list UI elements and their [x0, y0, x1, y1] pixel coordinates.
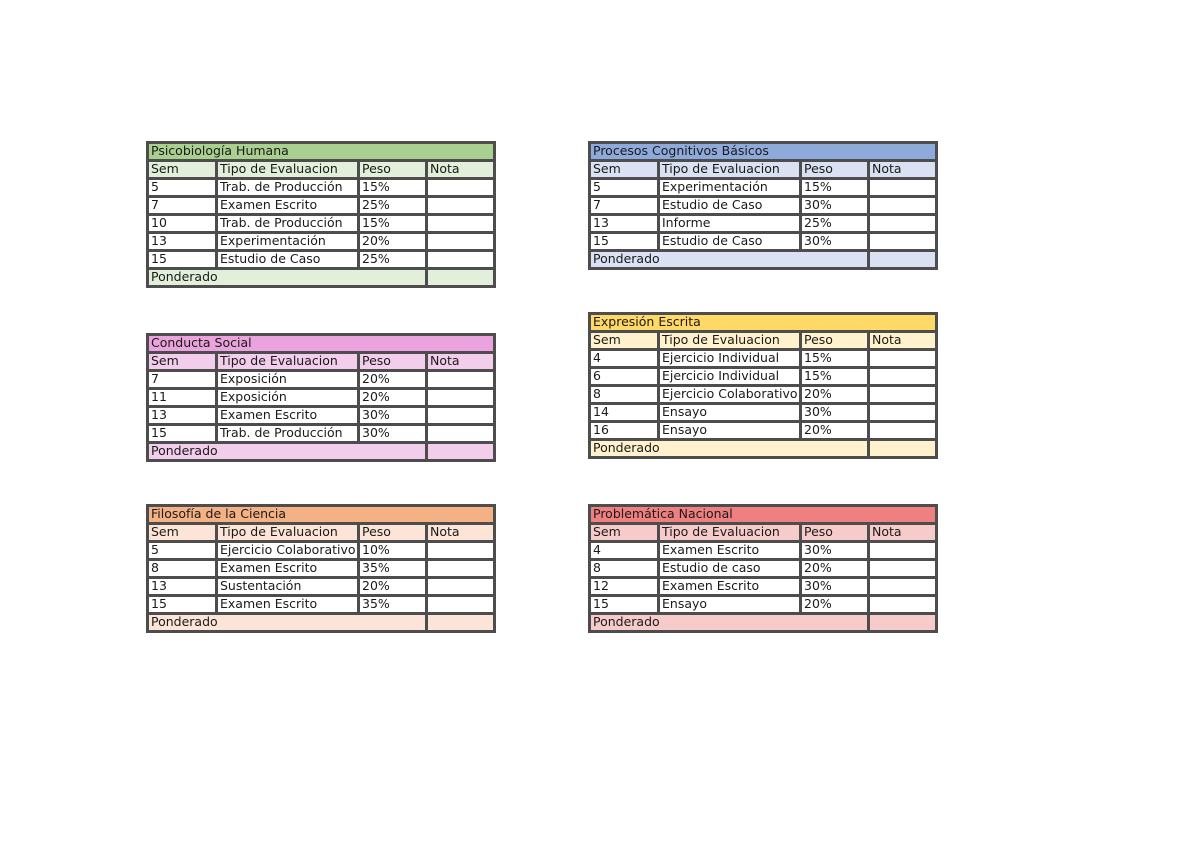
course-title: Problemática Nacional — [590, 506, 937, 524]
nota-cell[interactable] — [427, 425, 495, 443]
peso-cell[interactable]: 20% — [801, 386, 869, 404]
nota-cell[interactable] — [869, 179, 937, 197]
ponderado-row — [590, 614, 937, 632]
header-row — [590, 161, 937, 179]
sem-cell[interactable]: 4 — [590, 350, 659, 368]
table-title-row — [148, 506, 495, 524]
nota-cell[interactable] — [427, 542, 495, 560]
nota-cell[interactable] — [427, 371, 495, 389]
tipo-cell[interactable]: Exposición — [217, 389, 359, 407]
peso-cell[interactable]: 25% — [359, 251, 427, 269]
sem-cell[interactable]: 16 — [590, 422, 659, 440]
table-row — [590, 197, 937, 215]
peso-cell[interactable]: 30% — [359, 407, 427, 425]
header-peso: Peso — [359, 161, 427, 179]
tipo-cell[interactable]: Estudio de Caso — [659, 233, 801, 251]
peso-cell[interactable]: 20% — [359, 233, 427, 251]
peso-cell[interactable]: 30% — [359, 425, 427, 443]
nota-cell[interactable] — [869, 560, 937, 578]
peso-cell[interactable]: 20% — [359, 578, 427, 596]
sem-cell[interactable]: 13 — [148, 578, 217, 596]
table-row — [148, 560, 495, 578]
peso-cell[interactable]: 15% — [801, 368, 869, 386]
peso-cell[interactable]: 35% — [359, 560, 427, 578]
tipo-cell[interactable]: Estudio de Caso — [659, 197, 801, 215]
header-peso: Peso — [801, 161, 869, 179]
peso-cell[interactable]: 15% — [359, 179, 427, 197]
ponderado-row — [148, 443, 495, 461]
ponderado-value-cell[interactable] — [869, 440, 937, 458]
nota-cell[interactable] — [869, 404, 937, 422]
tipo-cell[interactable]: Sustentación — [217, 578, 359, 596]
table-row — [590, 386, 937, 404]
grade-table-psicobiologia-humana — [146, 141, 496, 288]
sem-cell[interactable]: 15 — [590, 596, 659, 614]
header-row — [148, 353, 495, 371]
ponderado-row — [590, 251, 937, 269]
header-tipo: Tipo de Evaluacion — [659, 161, 801, 179]
nota-cell[interactable] — [869, 596, 937, 614]
header-nota: Nota — [427, 161, 495, 179]
ponderado-value-cell[interactable] — [427, 269, 495, 287]
ponderado-label: Ponderado — [590, 614, 869, 632]
nota-cell[interactable] — [869, 542, 937, 560]
nota-cell[interactable] — [869, 215, 937, 233]
sem-cell[interactable]: 11 — [148, 389, 217, 407]
header-nota: Nota — [427, 524, 495, 542]
tipo-cell[interactable]: Trab. de Producción — [217, 425, 359, 443]
peso-cell[interactable]: 25% — [359, 197, 427, 215]
table-row — [590, 233, 937, 251]
ponderado-label: Ponderado — [590, 251, 869, 269]
course-title: Psicobiología Humana — [148, 143, 495, 161]
header-sem: Sem — [590, 332, 659, 350]
sem-cell[interactable]: 13 — [148, 233, 217, 251]
header-row — [590, 524, 937, 542]
tipo-cell[interactable]: Examen Escrito — [217, 560, 359, 578]
tipo-cell[interactable]: Ejercicio Colaborativo — [659, 386, 801, 404]
sem-cell[interactable]: 5 — [590, 179, 659, 197]
nota-cell[interactable] — [869, 578, 937, 596]
nota-cell[interactable] — [869, 233, 937, 251]
sem-cell[interactable]: 6 — [590, 368, 659, 386]
table-row — [590, 350, 937, 368]
sem-cell[interactable]: 13 — [148, 407, 217, 425]
table-row — [590, 596, 937, 614]
peso-cell[interactable]: 20% — [359, 389, 427, 407]
table-row — [148, 425, 495, 443]
header-nota: Nota — [869, 524, 937, 542]
header-tipo: Tipo de Evaluacion — [217, 353, 359, 371]
nota-cell[interactable] — [869, 350, 937, 368]
table-title-row — [590, 506, 937, 524]
header-sem: Sem — [148, 161, 217, 179]
table-row — [148, 215, 495, 233]
sem-cell[interactable]: 14 — [590, 404, 659, 422]
grade-table-conducta-social — [146, 333, 496, 462]
nota-cell[interactable] — [427, 407, 495, 425]
peso-cell[interactable]: 20% — [801, 596, 869, 614]
sem-cell[interactable]: 8 — [590, 560, 659, 578]
table-row — [148, 542, 495, 560]
nota-cell[interactable] — [427, 197, 495, 215]
tipo-cell[interactable]: Estudio de Caso — [217, 251, 359, 269]
nota-cell[interactable] — [869, 197, 937, 215]
peso-cell[interactable]: 25% — [801, 215, 869, 233]
peso-cell[interactable]: 20% — [359, 371, 427, 389]
sem-cell[interactable]: 13 — [590, 215, 659, 233]
nota-cell[interactable] — [427, 179, 495, 197]
peso-cell[interactable]: 30% — [801, 197, 869, 215]
peso-cell[interactable]: 30% — [801, 542, 869, 560]
tipo-cell[interactable]: Ensayo — [659, 422, 801, 440]
header-sem: Sem — [590, 524, 659, 542]
table-row — [590, 404, 937, 422]
peso-cell[interactable]: 15% — [801, 179, 869, 197]
table-row — [590, 578, 937, 596]
ponderado-value-cell[interactable] — [869, 251, 937, 269]
table-row — [590, 215, 937, 233]
table-row — [148, 371, 495, 389]
course-title: Filosofía de la Ciencia — [148, 506, 495, 524]
header-row — [148, 161, 495, 179]
ponderado-value-cell[interactable] — [869, 614, 937, 632]
grade-table-problematica-nacional — [588, 504, 938, 633]
table-row — [590, 422, 937, 440]
peso-cell[interactable]: 30% — [801, 233, 869, 251]
peso-cell[interactable]: 15% — [801, 350, 869, 368]
header-tipo: Tipo de Evaluacion — [659, 332, 801, 350]
sem-cell[interactable]: 7 — [590, 197, 659, 215]
tipo-cell[interactable]: Trab. de Producción — [217, 179, 359, 197]
tipo-cell[interactable]: Examen Escrito — [659, 542, 801, 560]
sem-cell[interactable]: 5 — [148, 542, 217, 560]
sem-cell[interactable]: 10 — [148, 215, 217, 233]
sem-cell[interactable]: 15 — [148, 251, 217, 269]
nota-cell[interactable] — [427, 233, 495, 251]
table-row — [148, 407, 495, 425]
sem-cell[interactable]: 7 — [148, 197, 217, 215]
header-tipo: Tipo de Evaluacion — [217, 524, 359, 542]
sem-cell[interactable]: 4 — [590, 542, 659, 560]
course-title: Expresión Escrita — [590, 314, 937, 332]
grade-table-expresion-escrita — [588, 312, 938, 459]
tipo-cell[interactable]: Ejercicio Individual — [659, 368, 801, 386]
sem-cell[interactable]: 8 — [590, 386, 659, 404]
header-sem: Sem — [148, 353, 217, 371]
sem-cell[interactable]: 8 — [148, 560, 217, 578]
peso-cell[interactable]: 30% — [801, 404, 869, 422]
peso-cell[interactable]: 20% — [801, 560, 869, 578]
tipo-cell[interactable]: Examen Escrito — [217, 596, 359, 614]
nota-cell[interactable] — [427, 215, 495, 233]
table-title-row — [590, 143, 937, 161]
header-peso: Peso — [801, 524, 869, 542]
ponderado-label: Ponderado — [148, 443, 427, 461]
tipo-cell[interactable]: Examen Escrito — [659, 578, 801, 596]
ponderado-label: Ponderado — [148, 614, 427, 632]
ponderado-label: Ponderado — [590, 440, 869, 458]
nota-cell[interactable] — [869, 386, 937, 404]
nota-cell[interactable] — [869, 368, 937, 386]
table-row — [590, 179, 937, 197]
table-row — [148, 389, 495, 407]
header-tipo: Tipo de Evaluacion — [217, 161, 359, 179]
tipo-cell[interactable]: Ensayo — [659, 596, 801, 614]
peso-cell[interactable]: 15% — [359, 215, 427, 233]
header-peso: Peso — [359, 353, 427, 371]
tipo-cell[interactable]: Ensayo — [659, 404, 801, 422]
nota-cell[interactable] — [427, 596, 495, 614]
table-title-row — [148, 335, 495, 353]
tipo-cell[interactable]: Experimentación — [659, 179, 801, 197]
sem-cell[interactable]: 12 — [590, 578, 659, 596]
nota-cell[interactable] — [869, 422, 937, 440]
nota-cell[interactable] — [427, 251, 495, 269]
table-row — [148, 596, 495, 614]
nota-cell[interactable] — [427, 560, 495, 578]
table-title-row — [590, 314, 937, 332]
tipo-cell[interactable]: Exposición — [217, 371, 359, 389]
table-row — [148, 179, 495, 197]
peso-cell[interactable]: 20% — [801, 422, 869, 440]
peso-cell[interactable]: 10% — [359, 542, 427, 560]
table-title-row — [148, 143, 495, 161]
header-tipo: Tipo de Evaluacion — [659, 524, 801, 542]
ponderado-label: Ponderado — [148, 269, 427, 287]
sem-cell[interactable]: 15 — [148, 596, 217, 614]
header-nota: Nota — [869, 161, 937, 179]
ponderado-value-cell[interactable] — [427, 443, 495, 461]
tipo-cell[interactable]: Informe — [659, 215, 801, 233]
nota-cell[interactable] — [427, 389, 495, 407]
grade-table-procesos-cognitivos-basicos — [588, 141, 938, 270]
peso-cell[interactable]: 30% — [801, 578, 869, 596]
sem-cell[interactable]: 5 — [148, 179, 217, 197]
tipo-cell[interactable]: Ejercicio Individual — [659, 350, 801, 368]
course-title: Conducta Social — [148, 335, 495, 353]
header-peso: Peso — [359, 524, 427, 542]
ponderado-row — [148, 269, 495, 287]
table-row — [148, 251, 495, 269]
table-row — [590, 542, 937, 560]
table-row — [590, 560, 937, 578]
header-row — [590, 332, 937, 350]
sem-cell[interactable]: 7 — [148, 371, 217, 389]
table-row — [148, 578, 495, 596]
tipo-cell[interactable]: Estudio de caso — [659, 560, 801, 578]
ponderado-row — [590, 440, 937, 458]
header-nota: Nota — [869, 332, 937, 350]
ponderado-row — [148, 614, 495, 632]
sem-cell[interactable]: 15 — [590, 233, 659, 251]
table-row — [148, 233, 495, 251]
header-row — [148, 524, 495, 542]
tipo-cell[interactable]: Examen Escrito — [217, 407, 359, 425]
table-row — [148, 197, 495, 215]
peso-cell[interactable]: 35% — [359, 596, 427, 614]
tipo-cell[interactable]: Ejercicio Colaborativo — [217, 542, 359, 560]
header-peso: Peso — [801, 332, 869, 350]
tipo-cell[interactable]: Trab. de Producción — [217, 215, 359, 233]
tipo-cell[interactable]: Examen Escrito — [217, 197, 359, 215]
table-row — [590, 368, 937, 386]
tipo-cell[interactable]: Experimentación — [217, 233, 359, 251]
ponderado-value-cell[interactable] — [427, 614, 495, 632]
course-title: Procesos Cognitivos Básicos — [590, 143, 937, 161]
header-sem: Sem — [590, 161, 659, 179]
grade-table-filosofia-de-la-ciencia — [146, 504, 496, 633]
nota-cell[interactable] — [427, 578, 495, 596]
header-sem: Sem — [148, 524, 217, 542]
header-nota: Nota — [427, 353, 495, 371]
sem-cell[interactable]: 15 — [148, 425, 217, 443]
